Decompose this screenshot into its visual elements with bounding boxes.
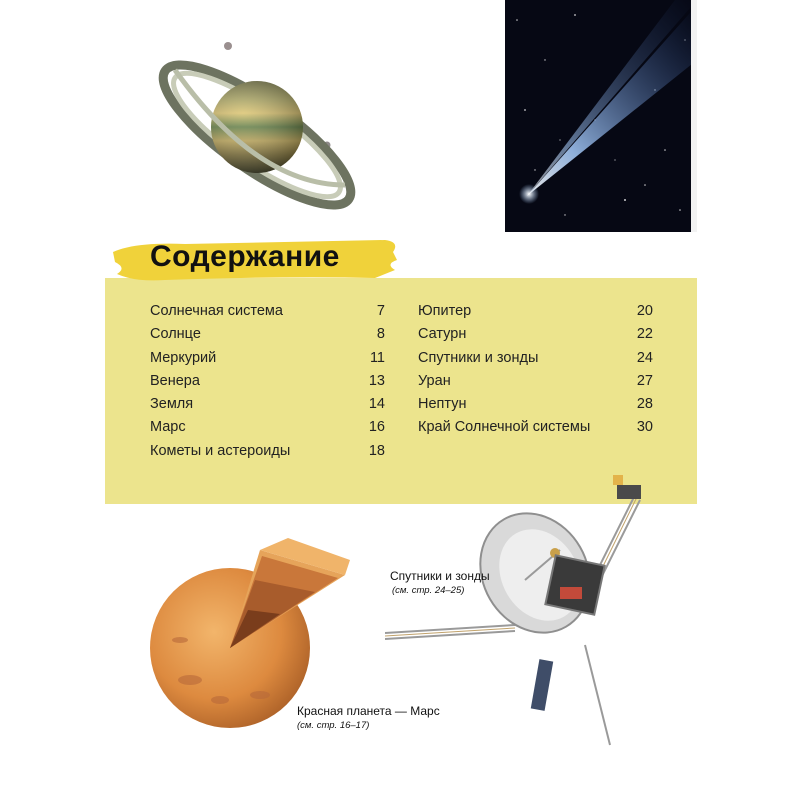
contents-entry-title: Спутники и зонды [418,349,539,366]
caption-mars-title: Красная планета — Марс [297,704,440,718]
contents-entry-title: Кометы и астероиды [150,442,291,459]
contents-column-left [150,300,385,463]
contents-entry-title: Солнце [150,326,201,343]
contents-entry-title: Земля [150,396,194,413]
contents-entry-title: Венера [150,372,200,389]
page-title: Содержание [150,240,340,273]
contents-entry [418,300,653,323]
contents-entry-page: 8 [376,326,385,343]
contents-entry-page: 30 [636,419,653,436]
contents-entry-page: 13 [368,372,385,389]
caption-mars-page-ref: (см. стр. 16–17) [297,720,370,731]
contents-entry-title: Уран [418,372,451,389]
caption-probe-title: Спутники и зонды [390,569,490,583]
contents-entry-title: Нептун [418,396,467,413]
contents-entry [150,347,385,370]
contents-entry [150,416,385,439]
contents-entry-page: 14 [368,396,385,413]
contents-entry-title: Марс [150,419,186,436]
contents-entry-title: Меркурий [150,349,217,366]
caption-probe-page-ref: (см. стр. 24–25) [392,585,465,596]
contents-entry-page: 7 [376,303,385,319]
contents-entry [418,416,653,439]
saturn-illustration [145,35,360,220]
contents-entry-title: Юпитер [418,303,472,319]
mars-cutaway-illustration [140,530,355,730]
contents-entry [418,393,653,416]
contents-entry [150,440,385,463]
contents-entry-page: 20 [636,303,653,319]
contents-entry-page: 18 [368,442,385,459]
contents-entry-page: 16 [368,419,385,436]
comet-photo [505,0,697,232]
contents-entry-title: Сатурн [418,326,467,343]
contents-column-right [418,300,653,440]
contents-entry-title: Солнечная система [150,303,283,319]
contents-entry-title: Край Солнечной системы [418,419,591,436]
contents-entry-page: 22 [636,326,653,343]
contents-entry [150,300,385,323]
contents-entry [418,323,653,346]
contents-entry-page: 27 [636,372,653,389]
contents-entry [418,347,653,370]
contents-entry [418,370,653,393]
contents-entry-page: 28 [636,396,653,413]
contents-entry [150,393,385,416]
contents-entry-page: 24 [636,349,653,366]
contents-entry-page: 11 [369,349,385,366]
contents-entry [150,370,385,393]
contents-entry [150,323,385,346]
